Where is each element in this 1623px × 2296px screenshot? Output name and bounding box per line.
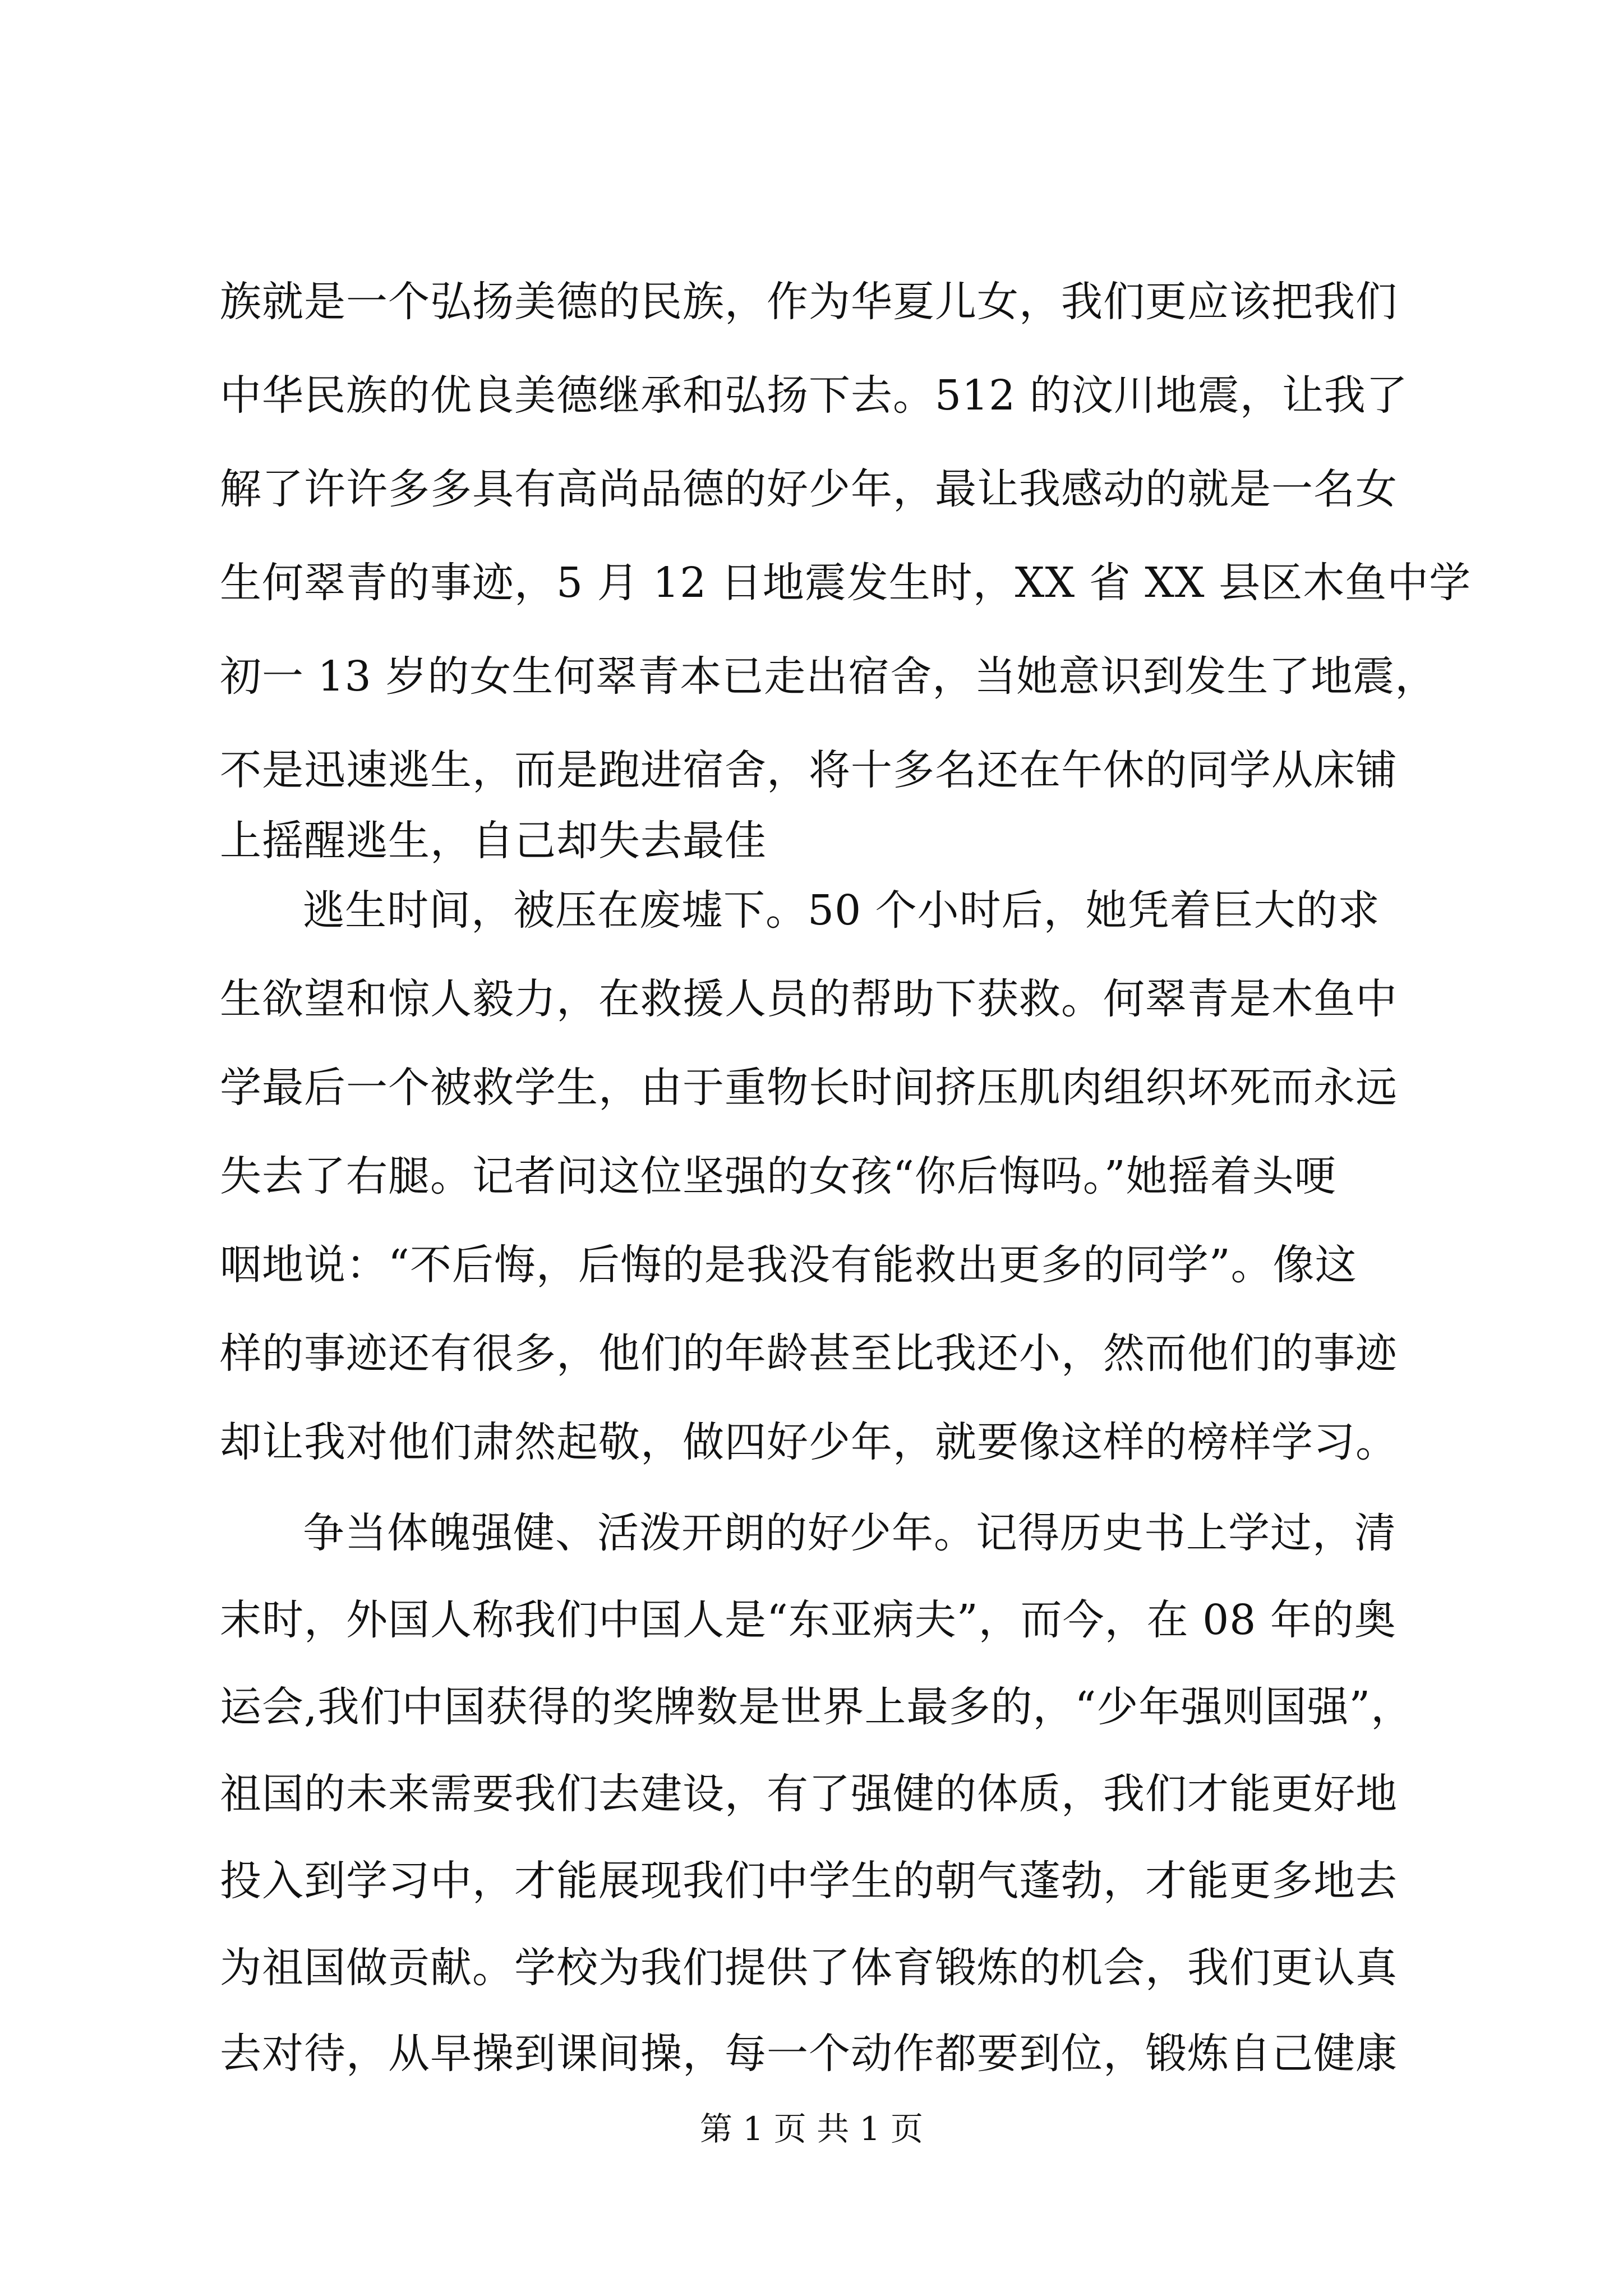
text-line: 生欲望和惊人毅力，在救援人员的帮助下获救。何翠青是木鱼中: [220, 975, 1398, 1023]
text-line: 上摇醒逃生，自己却失去最佳: [220, 817, 767, 865]
text-line: 生何翠青的事迹，5 月 12 日地震发生时，XX 省 XX 县区木鱼中学: [220, 559, 1472, 607]
text-line: 中华民族的优良美德继承和弘扬下去。512 的汶川地震，让我了: [220, 371, 1408, 420]
text-line: 祖国的未来需要我们去建设，有了强健的体质，我们才能更好地: [220, 1770, 1398, 1818]
text-line: 族就是一个弘扬美德的民族，作为华夏儿女，我们更应该把我们: [220, 278, 1398, 326]
text-line: 初一 13 岁的女生何翠青本已走出宿舍，当她意识到发生了地震，: [220, 652, 1437, 701]
text-line: 投入到学习中，才能展现我们中学生的朝气蓬勃，才能更多地去: [220, 1857, 1398, 1905]
text-line: 不是迅速逃生，而是跑进宿舍，将十多名还在午休的同学从床铺: [220, 746, 1398, 794]
text-line: 解了许许多多具有高尚品德的好少年，最让我感动的就是一名女: [220, 465, 1398, 513]
text-line: 学最后一个被救学生，由于重物长时间挤压肌肉组织坏死而永远: [220, 1064, 1398, 1112]
paragraph-first-line: 逃生时间，被压在废墟下。50 个小时后，她凭着巨大的求: [303, 886, 1380, 935]
text-line: 样的事迹还有很多，他们的年龄甚至比我还小，然而他们的事迹: [220, 1329, 1398, 1378]
text-line: 末时，外国人称我们中国人是“东亚病夫”，而今，在 08 年的奥: [220, 1596, 1396, 1644]
text-line: 运会,我们中国获得的奖牌数是世界上最多的，“少年强则国强”，: [220, 1683, 1413, 1731]
text-line: 为祖国做贡献。学校为我们提供了体育锻炼的机会，我们更认真: [220, 1944, 1398, 1992]
text-line: 失去了右腿。记者问这位坚强的女孩“你后悔吗。”她摇着头哽: [220, 1152, 1336, 1200]
text-line: 咽地说：“不后悔，后悔的是我没有能救出更多的同学”。像这: [220, 1241, 1357, 1289]
text-line: 却让我对他们肃然起敬，做四好少年，就要像这样的榜样学习。: [220, 1418, 1398, 1466]
page-number-footer: 第 1 页 共 1 页: [700, 2110, 923, 2148]
text-line: 去对待，从早操到课间操，每一个动作都要到位，锻炼自己健康: [220, 2030, 1398, 2078]
paragraph-first-line: 争当体魄强健、活泼开朗的好少年。记得历史书上学过，清: [303, 1509, 1396, 1557]
